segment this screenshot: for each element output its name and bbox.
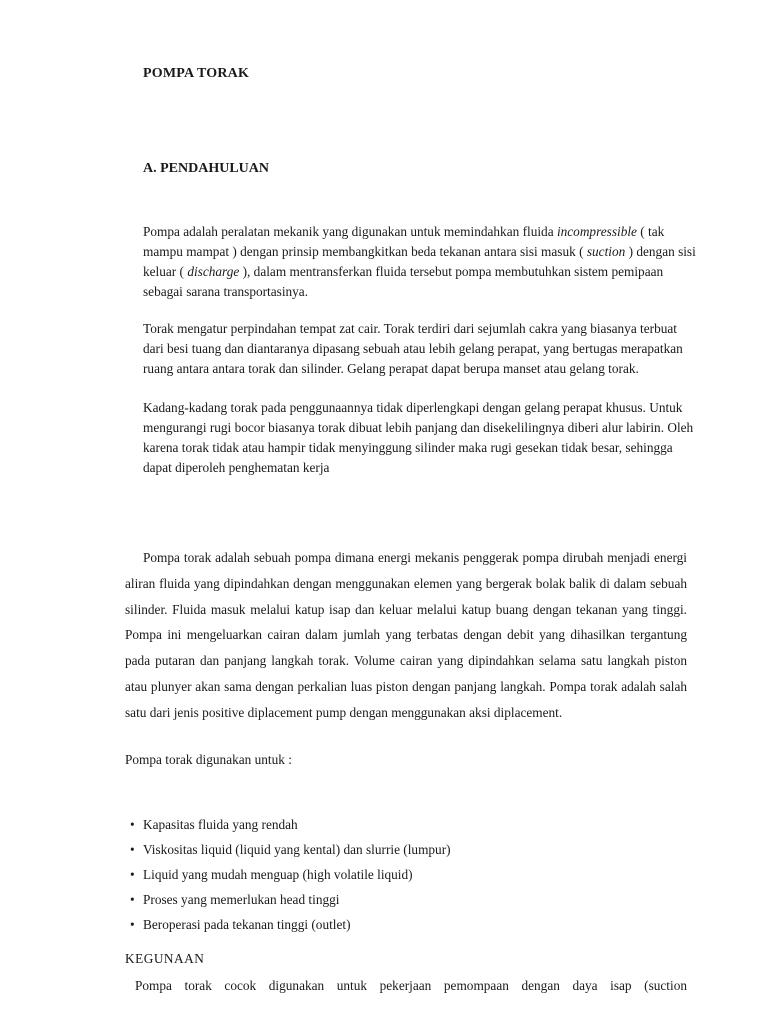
list-item-text: Viskositas liquid (liquid yang kental) dan slurrie (lumpur) <box>143 842 451 857</box>
usage-intro: Pompa torak digunakan untuk : <box>125 752 292 767</box>
list-item-text: Kapasitas fluida yang rendah <box>143 817 298 832</box>
main-paragraph: Pompa torak adalah sebuah pompa dimana energi mekanis penggerak pompa dirubah menjadi energi aliran fluida yang dipindahkan dengan menggunakan elemen yang bergerak bolak balik di dalam sebuah silinder. Fluida masuk melalui katup isap dan keluar melalui katup buang dengan tekanan yang tinggi. Pompa ini mengeluarkan cairan dalam jumlah yang terbatas dengan debit yang dihasilkan tergantung pada putaran dan panjang langkah torak. Volume cairan yang dipindahkan selama satu langkah piston atau plunyer akan sama dengan perkalian luas piston dengan panjang langkah. Pompa torak adalah salah satu dari jenis positive diplacement pump dengan menggunakan aksi diplacement. <box>125 550 687 720</box>
term-suction: suction <box>586 244 626 259</box>
intro-text-2: ( tak mampu mampat ) dengan prinsip membangkitkan beda tekanan antara sisi masuk ( <box>143 224 665 259</box>
list-item <box>130 887 451 912</box>
bullet-icon: • <box>130 867 135 882</box>
intro-text-4: ), dalam mentransferkan fluida tersebut pompa membutuhkan sistem pemipaan sebagai sarana transportasinya. <box>143 264 664 299</box>
document-title: POMPA TORAK <box>143 66 250 81</box>
bullet-icon: • <box>130 817 135 832</box>
usage-list <box>130 812 451 937</box>
list-item-text: Liquid yang mudah menguap (high volatile liquid) <box>143 867 413 882</box>
list-item <box>130 812 451 837</box>
list-item <box>130 862 451 887</box>
bullet-icon: • <box>130 917 135 932</box>
intro-paragraph <box>143 222 698 302</box>
list-item-text: Proses yang memerlukan head tinggi <box>143 892 340 907</box>
kadang-paragraph: Kadang-kadang torak pada penggunaannya tidak diperlengkapi dengan gelang perapat khusus. Untuk mengurangi rugi bocor biasanya torak dibuat lebih panjang dan disekelilingnya diberi alur labirin. Oleh karena torak tidak atau hampir tidak menyinggung silinder maka rugi gesekan tidak besar, sehingga dapat diperoleh penghematan kerja <box>143 400 694 475</box>
term-incompressible: incompressible <box>556 224 637 239</box>
section-heading: A. PENDAHULUAN <box>143 161 269 176</box>
list-item <box>130 912 451 937</box>
bullet-icon: • <box>130 892 135 907</box>
intro-text-1: Pompa adalah peralatan mekanik yang digunakan untuk memindahkan fluida <box>143 224 554 239</box>
torak-paragraph: Torak mengatur perpindahan tempat zat cair. Torak terdiri dari sejumlah cakra yang biasanya terbuat dari besi tuang dan diantaranya dipasang sebuah atau lebih gelang perapat, yang bertugas merapatkan ruang antara antara torak dan silinder. Gelang perapat dapat berupa manset atau gelang torak. <box>143 321 683 376</box>
intro-text-3: ) dengan sisi keluar ( <box>143 244 696 279</box>
list-item-text: Beroperasi pada tekanan tinggi (outlet) <box>143 917 351 932</box>
bullet-icon: • <box>130 842 135 857</box>
kegunaan-heading: KEGUNAAN <box>125 951 205 966</box>
kegunaan-paragraph: Pompa torak cocok digunakan untuk pekerjaan pemompaan dengan daya isap (suction <box>135 978 687 993</box>
list-item <box>130 837 451 862</box>
term-discharge: discharge <box>187 264 240 279</box>
